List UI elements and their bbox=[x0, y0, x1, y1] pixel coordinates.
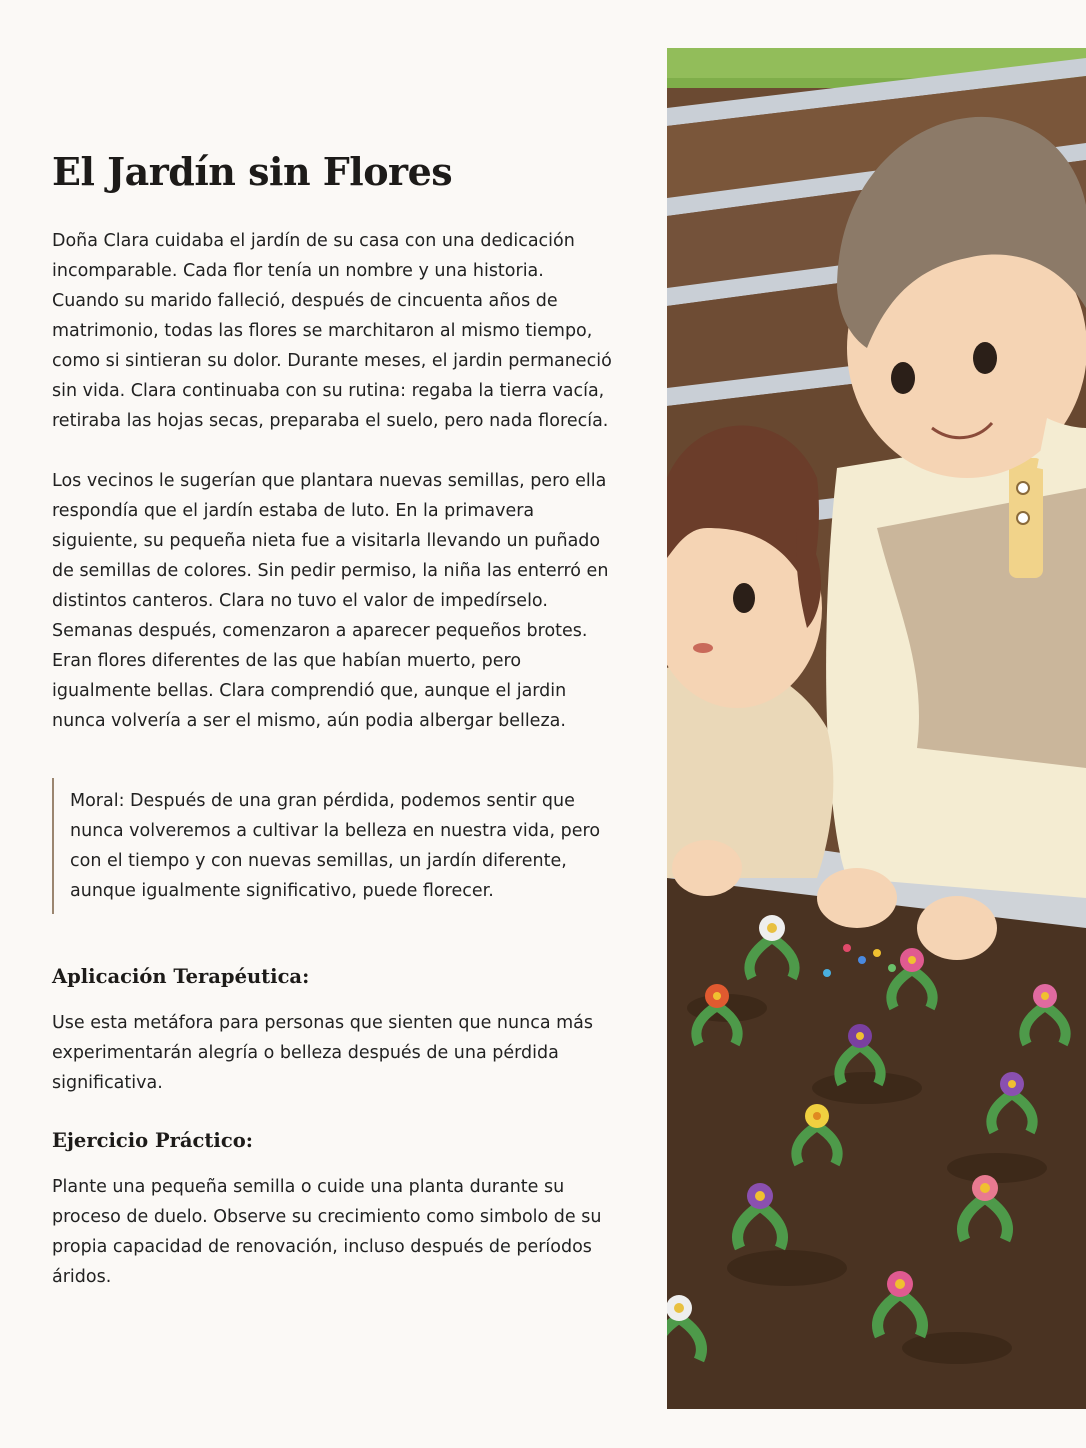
therapeutic-heading: Aplicación Terapéutica: bbox=[52, 965, 310, 988]
grandmother-figure bbox=[826, 117, 1086, 898]
story-paragraph-2: Los vecinos le sugerían que plantara nuevas semillas, pero ella respondía que el jardín estaba de luto. En la primavera siguiente, su pequeña nieta fue a visitarla llevando un puñado de semillas de colores. Sin pedir permiso, la niña las enterró en distintos canteros. Clara no tuvo el valor de impedírselo. Semanas después, comenzaron a aparecer pequeños brotes. Eran flores diferentes de las que habían muerto, pero igualmente bellas. Clara comprendió que, aunque el jardin nunca volvería a ser el mismo, aún podia albergar belleza. bbox=[52, 471, 609, 731]
garden-illustration bbox=[667, 48, 1086, 1409]
story-title: El Jardín sin Flores bbox=[52, 149, 453, 194]
therapeutic-text: Use esta metáfora para personas que sienten que nunca más experimentarán alegría o belleza después de una pérdida significativa. bbox=[52, 1013, 593, 1093]
story-column bbox=[52, 148, 612, 1322]
story-paragraph-1: Doña Clara cuidaba el jardín de su casa con una dedicación incomparable. Cada flor tenía un nombre y una historia. Cuando su marido falleció, después de cincuenta años de matrimonio, todas las flores se marchitaron al mismo tiempo, como si sintieran su dolor. Durante meses, el jardin permaneció sin vida. Clara continuaba con su rutina: regaba la tierra vacía, retiraba las hojas secas, preparaba el suelo, pero nada florecía. bbox=[52, 231, 612, 431]
moral-text: Moral: Después de una gran pérdida, podemos sentir que nunca volveremos a cultivar la belleza en nuestra vida, pero con el tiempo y con nuevas semillas, un jardín diferente, aunque igualmente significativo, puede florecer. bbox=[70, 791, 601, 901]
exercise-text: Plante una pequeña semilla o cuide una planta durante su proceso de duelo. Observe su crecimiento como simbolo de su propia capacidad de renovación, incluso después de períodos áridos. bbox=[52, 1177, 602, 1287]
granddaughter-figure bbox=[667, 426, 833, 879]
moral-quote bbox=[52, 778, 612, 914]
exercise-heading: Ejercicio Práctico: bbox=[52, 1129, 253, 1152]
